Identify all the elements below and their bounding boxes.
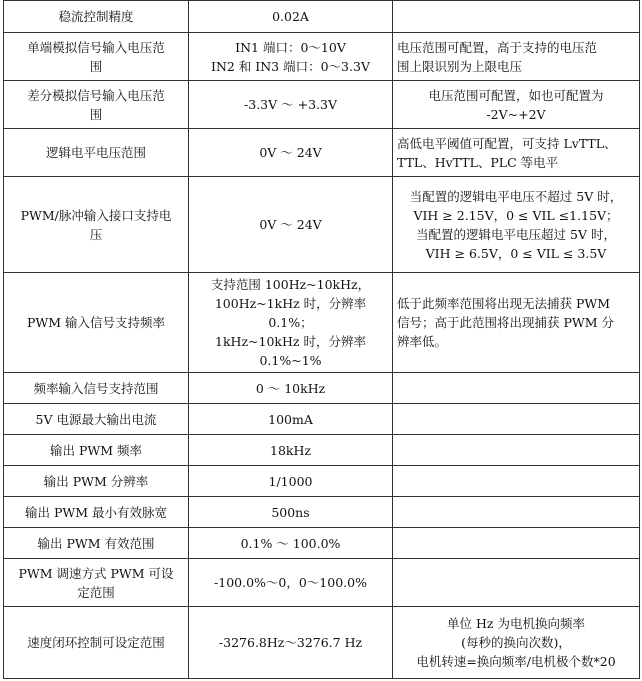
param-name: 输出 PWM 分辨率 (4, 466, 189, 497)
param-value: IN1 端口：0～10V IN2 和 IN3 端口：0～3.3V (189, 33, 393, 81)
table-row (4, 33, 640, 81)
table-row (4, 177, 640, 273)
table-row (4, 607, 640, 679)
param-note (393, 559, 640, 607)
param-value: -3276.8Hz～3276.7 Hz (189, 607, 393, 679)
param-value: 0V ～ 24V (189, 177, 393, 273)
table-row (4, 1, 640, 33)
table-row (4, 466, 640, 497)
param-name: 逻辑电平电压范围 (4, 129, 189, 177)
param-value: 18kHz (189, 435, 393, 466)
table-row (4, 497, 640, 528)
param-value: 支持范围 100Hz~10kHz， 100Hz~1kHz 时，分辨率 0.1%； 1kHz~10kHz 时，分辨率 0.1%~1% (189, 273, 393, 373)
param-value: 0.02A (189, 1, 393, 33)
param-note (393, 497, 640, 528)
table-row (4, 559, 640, 607)
param-value: 0V ～ 24V (189, 129, 393, 177)
param-value: -100.0%～0，0～100.0% (189, 559, 393, 607)
param-note (393, 528, 640, 559)
param-note (393, 466, 640, 497)
param-name: 单端模拟信号输入电压范 围 (4, 33, 189, 81)
param-name: PWM/脉冲输入接口支持电 压 (4, 177, 189, 273)
param-name: 输出 PWM 最小有效脉宽 (4, 497, 189, 528)
param-note (393, 435, 640, 466)
param-note: 当配置的逻辑电平电压不超过 5V 时， VIH ≥ 2.15V，0 ≤ VIL ≤1.15V； 当配置的逻辑电平电压超过 5V 时， VIH ≥ 6.5V，0 ≤ VIL ≤ 3.5V (393, 177, 640, 273)
param-note: 电压范围可配置，高于支持的电压范 围上限识别为上限电压 (393, 33, 640, 81)
param-name: 速度闭环控制可设定范围 (4, 607, 189, 679)
param-note (393, 1, 640, 33)
table-row (4, 528, 640, 559)
param-value: 0 ～ 10kHz (189, 373, 393, 404)
spec-table (3, 0, 640, 679)
param-value: 100mA (189, 404, 393, 435)
param-name: 输出 PWM 频率 (4, 435, 189, 466)
param-note: 单位 Hz 为电机换向频率 (每秒的换向次数)， 电机转速=换向频率/电机极个数*20 (393, 607, 640, 679)
table-row (4, 404, 640, 435)
param-name: 5V 电源最大输出电流 (4, 404, 189, 435)
param-name: 输出 PWM 有效范围 (4, 528, 189, 559)
table-row (4, 129, 640, 177)
param-value: 500ns (189, 497, 393, 528)
param-note (393, 404, 640, 435)
param-note: 电压范围可配置，如也可配置为 -2V~+2V (393, 81, 640, 129)
param-name: 频率输入信号支持范围 (4, 373, 189, 404)
param-note: 高低电平阈值可配置，可支持 LvTTL、 TTL、HvTTL、PLC 等电平 (393, 129, 640, 177)
param-note (393, 373, 640, 404)
table-row (4, 273, 640, 373)
param-name: 差分模拟信号输入电压范 围 (4, 81, 189, 129)
param-value: 1/1000 (189, 466, 393, 497)
param-name: 稳流控制精度 (4, 1, 189, 33)
param-name: PWM 调速方式 PWM 可设 定范围 (4, 559, 189, 607)
table-row (4, 81, 640, 129)
table-row (4, 373, 640, 404)
param-value: 0.1% ～ 100.0% (189, 528, 393, 559)
param-note: 低于此频率范围将出现无法捕获 PWM 信号；高于此范围将出现捕获 PWM 分 辨率低。 (393, 273, 640, 373)
param-value: -3.3V ～ +3.3V (189, 81, 393, 129)
table-row (4, 435, 640, 466)
param-name: PWM 输入信号支持频率 (4, 273, 189, 373)
